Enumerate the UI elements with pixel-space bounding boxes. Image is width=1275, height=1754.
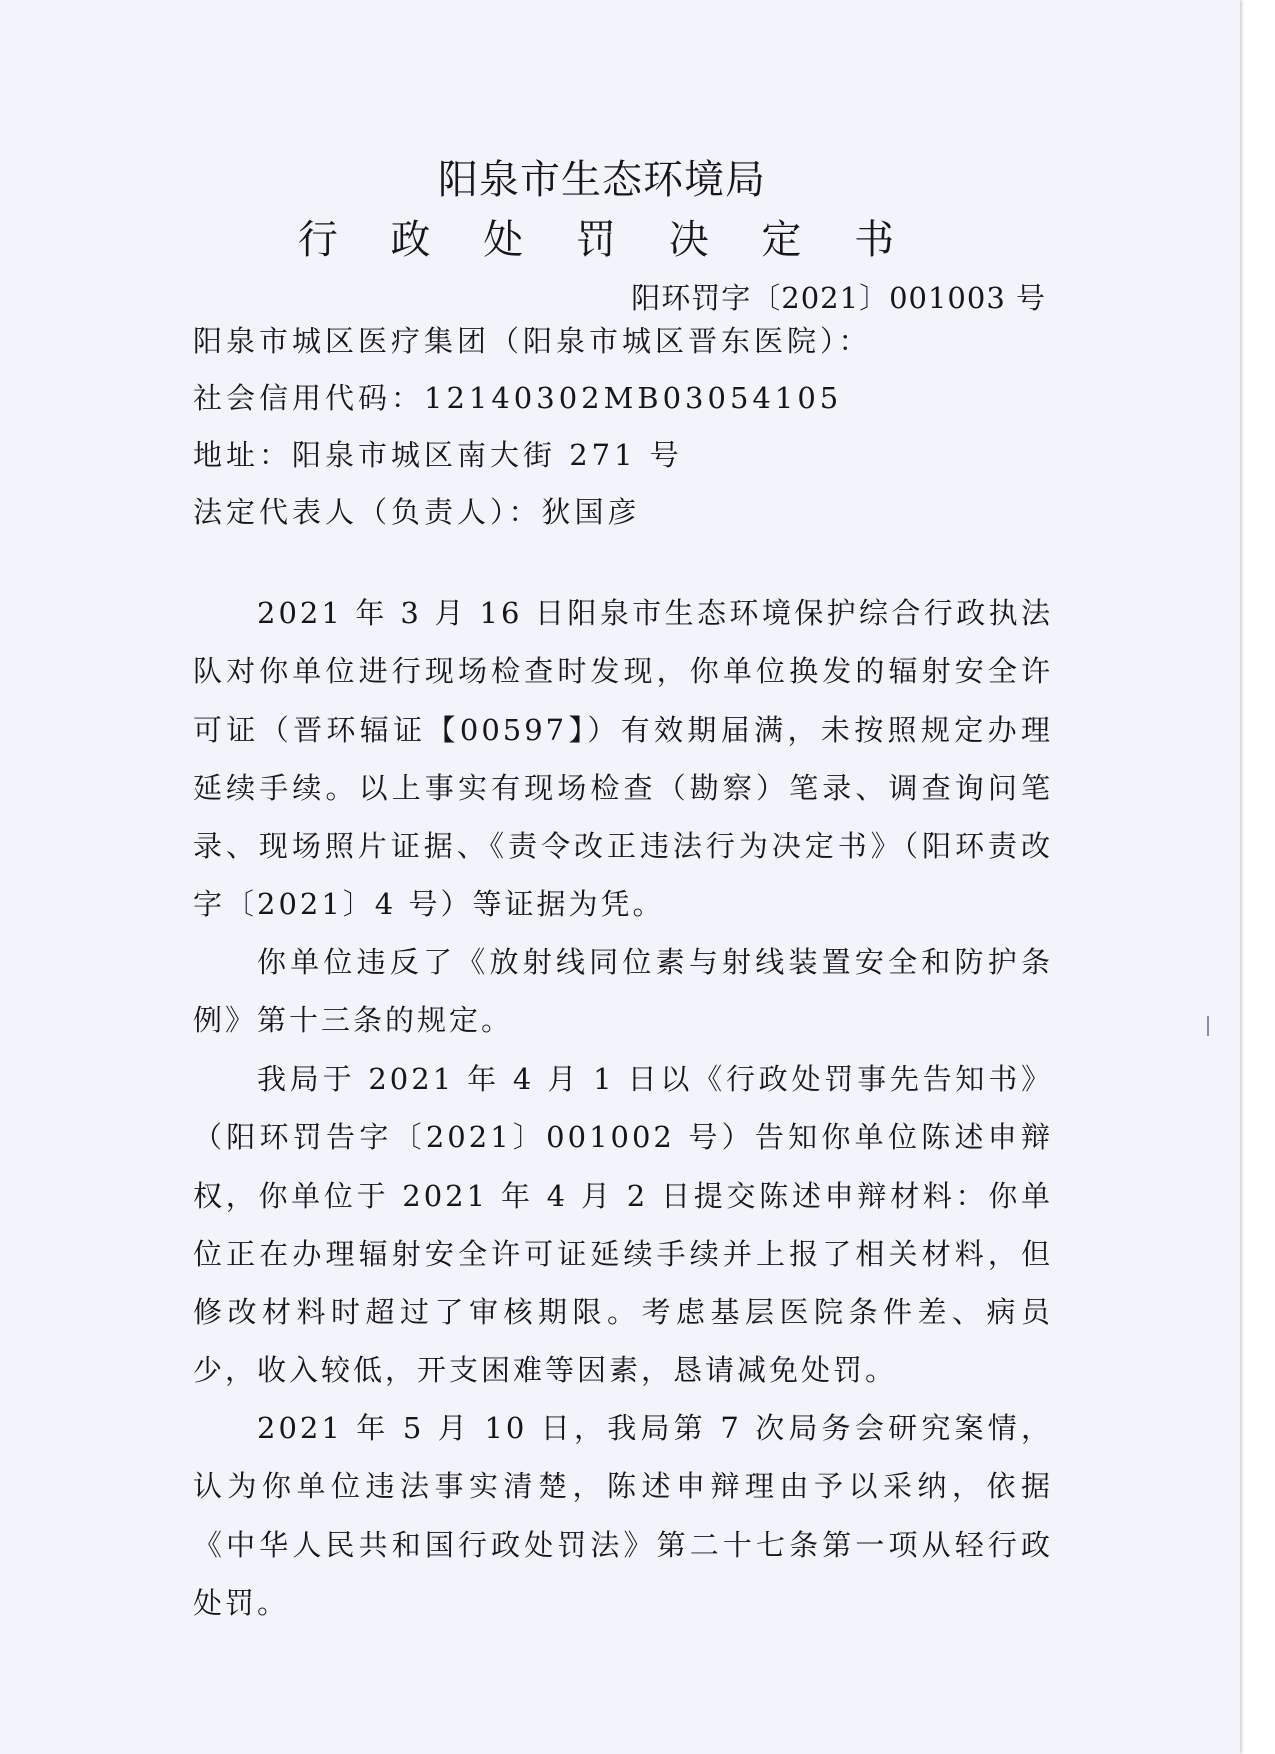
document-number: 阳环罚字〔2021〕001003 号 [631,281,1046,315]
legal-representative: 法定代表人（负责人）：狄国彦 [193,495,641,529]
paragraph-notification: 我局于 2021 年 4 月 1 日以《行政处罚事先告知书》（阳环罚告字〔2021〕001002 号）告知你单位陈述申辩权，你单位于 2021 年 4 月 2 日提交陈述申辩材料：你单位正在办理辐射安全许可证延续手续并上报了相关材料，但修改材料时超过了审核期限。考虑基层医院条件差、病员少，收入较低，开支困难等因素，恳请减免处罚。 [193,1062,1053,1388]
address: 地址：阳泉市城区南大街 271 号 [193,438,683,472]
credit-code: 社会信用代码：12140302MB03054105 [193,381,843,415]
paragraph-facts: 2021 年 3 月 16 日阳泉市生态环境保护综合行政执法队对你单位进行现场检查时发现，你单位换发的辐射安全许可证（晋环辐证【00597】）有效期届满，未按照规定办理延续手续。以上事实有现场检查（勘察）笔录、调查询问笔录、现场照片证据、《责令改正违法行为决定书》（阳环责改字〔2021〕4 号）等证据为凭。 [193,596,1053,922]
document-type-title: 行 政 处 罚 决 定 书 [297,217,915,263]
scan-mark [1207,1016,1209,1036]
issuer-title: 阳泉市生态环境局 [438,157,766,203]
party-name: 阳泉市城区医疗集团（阳泉市城区晋东医院）： [193,324,872,358]
paragraph-decision: 2021 年 5 月 10 日，我局第 7 次局务会研究案情，认为你单位违法事实清楚，陈述申辩理由予以采纳，依据《中华人民共和国行政处罚法》第二十七条第一项从轻行政处罚。 [193,1411,1053,1620]
paragraph-violation: 你单位违反了《放射线同位素与射线装置安全和防护条例》第十三条的规定。 [193,945,1053,1038]
